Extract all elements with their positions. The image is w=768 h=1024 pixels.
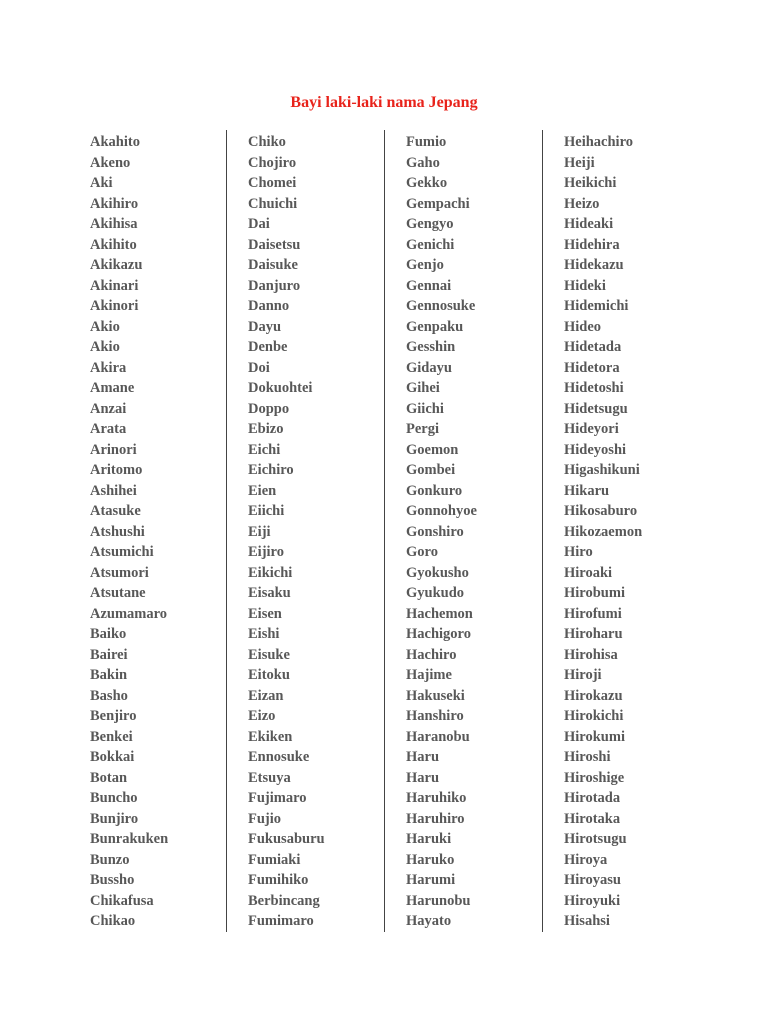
name-item: Eikichi [248,564,293,581]
name-item: Gonkuro [406,482,463,499]
name-item: Hidetsugu [564,400,628,417]
name-item: Aritomo [90,462,143,478]
name-item: Heizo [564,195,600,212]
name-item: Akio [90,339,120,355]
name-item: Danno [248,298,290,314]
name-item: Hiroshige [564,769,625,786]
name-item: Akikazu [90,257,143,273]
name-item: Eichiro [248,462,294,478]
name-item: Gennosuke [406,298,476,314]
name-item: Hirokichi [564,708,624,724]
name-item: Higashikuni [564,462,640,478]
name-item: Gonshiro [406,523,464,540]
name-item: Hikosaburo [564,503,638,519]
name-item: Arinori [90,441,137,458]
name-item: Ashihei [90,482,137,499]
name-item: Gyokusho [406,564,469,581]
name-item: Haruhiko [406,790,467,806]
name-item: Akira [90,359,127,376]
name-item: Bunjiro [90,810,139,827]
name-item: Haru [406,769,440,786]
name-item: Bunrakuken [90,831,169,847]
name-item: Pergi [406,421,440,437]
name-item: Ennosuke [248,749,310,765]
name-item: Hisahsi [564,913,610,929]
name-item: Hidetoshi [564,380,624,396]
name-column-1 [68,130,226,932]
name-item: Dayu [248,318,282,335]
name-item: Fumiaki [248,851,301,868]
name-item: Hirokumi [564,728,625,745]
name-item: Akahito [90,134,140,150]
name-item: Gombei [406,462,456,478]
name-item: Hideaki [564,216,614,232]
name-item: Hayato [406,913,452,929]
name-item: Atsumichi [90,544,154,560]
name-item: Hirohisa [564,646,618,663]
name-item: Chuichi [248,195,298,212]
name-item: Eien [248,482,277,499]
name-item: Eishi [248,626,280,642]
name-item: Azumamaro [90,605,168,622]
name-item: Genjo [406,257,444,273]
name-item: Anzai [90,400,127,417]
name-item: Gaho [406,154,440,171]
name-item: Hiroji [564,667,602,683]
name-item: Basho [90,687,128,704]
name-item: Hiroaki [564,564,613,581]
name-item: Baiko [90,626,127,642]
name-item: Haruko [406,851,455,868]
name-item: Eiji [248,523,271,540]
name-item: Fumimaro [248,913,314,929]
name-item: Bunzo [90,851,130,868]
name-item: Eitoku [248,667,290,683]
name-item: Heihachiro [564,134,634,150]
name-item: Etsuya [248,769,291,786]
name-item: Hidetada [564,339,622,355]
name-item: Fumihiko [248,872,309,888]
name-item: Hidetora [564,359,620,376]
name-item: Genpaku [406,318,464,335]
name-item: Heikichi [564,175,617,191]
name-item: Akihiro [90,195,139,212]
name-table [68,130,700,932]
name-item: Gesshin [406,339,456,355]
name-column-4 [542,130,700,932]
name-item: Hirokazu [564,687,623,704]
name-item: Bussho [90,872,135,888]
name-item: Atasuke [90,503,141,519]
name-item: Hachigoro [406,626,471,642]
name-item: Chikafusa [90,892,154,909]
name-item: Goro [406,544,438,560]
name-item: Aki [90,175,113,191]
name-item: Berbincang [248,892,320,909]
name-item: Harunobu [406,892,471,909]
name-item: Hidehira [564,236,620,253]
name-item: Eisuke [248,646,290,663]
name-item: Chikao [90,913,136,929]
name-item: Fujio [248,810,282,827]
name-item: Bairei [90,646,128,663]
name-item: Hideki [564,277,606,294]
name-list [248,132,384,932]
name-item: Doppo [248,400,290,417]
name-item: Eisen [248,605,282,622]
name-item: Haru [406,749,440,765]
name-item: Hiro [564,544,593,560]
name-item: Eijiro [248,544,284,560]
name-item: Benkei [90,728,133,745]
name-item: Haruki [406,831,452,847]
name-item: Chomei [248,175,297,191]
name-item: Gidayu [406,359,452,376]
name-item: Hachemon [406,605,473,622]
name-item: Hiroharu [564,626,623,642]
name-item: Hideyoshi [564,441,627,458]
name-item: Hikaru [564,482,610,499]
name-item: Giichi [406,400,444,417]
name-item: Akio [90,318,120,335]
name-item: Haruhiro [406,810,465,827]
name-item: Atsumori [90,564,149,581]
name-item: Gempachi [406,195,470,212]
name-item: Genichi [406,236,455,253]
name-item: Fukusaburu [248,831,325,847]
name-item: Fumio [406,134,447,150]
name-item: Hiroshi [564,749,611,765]
name-item: Gengyo [406,216,454,232]
name-item: Buncho [90,790,138,806]
name-item: Gennai [406,277,452,294]
name-item: Daisuke [248,257,298,273]
name-item: Eichi [248,441,281,458]
name-item: Akinori [90,298,139,314]
name-item: Eizo [248,708,276,724]
name-item: Gihei [406,380,440,396]
name-item: Dai [248,216,270,232]
name-item: Daisetsu [248,236,301,253]
name-item: Arata [90,421,127,437]
name-item: Botan [90,769,128,786]
name-item: Hakuseki [406,687,465,704]
name-item: Dokuohtei [248,380,313,396]
name-item: Amane [90,380,135,396]
name-item: Hirotaka [564,810,621,827]
name-item: Akihito [90,236,137,253]
name-item: Ekiken [248,728,293,745]
name-item: Danjuro [248,277,301,294]
name-item: Akihisa [90,216,138,232]
name-item: Hiroyuki [564,892,621,909]
name-item: Hanshiro [406,708,464,724]
name-list [564,132,700,932]
name-item: Hikozaemon [564,523,643,540]
name-item: Atshushi [90,523,145,540]
name-item: Gekko [406,175,448,191]
name-item: Hideo [564,318,602,335]
name-item: Benjiro [90,708,137,724]
page-title: Bayi laki-laki nama Jepang [290,94,478,111]
name-item: Hirotada [564,790,621,806]
name-item: Bokkai [90,749,135,765]
name-column-3 [384,130,542,932]
name-column-2 [226,130,384,932]
name-item: Hachiro [406,646,457,663]
name-item: Doi [248,359,270,376]
name-item: Ebizo [248,421,284,437]
name-item: Heiji [564,154,595,171]
name-item: Fujimaro [248,790,307,806]
name-item: Hirobumi [564,585,625,601]
name-list [406,132,542,932]
name-item: Chiko [248,134,286,150]
name-item: Goemon [406,441,459,458]
name-item: Gonnohyoe [406,503,477,519]
name-list [90,132,226,932]
name-item: Haranobu [406,728,470,745]
name-item: Eizan [248,687,284,704]
name-item: Hideyori [564,421,619,437]
name-item: Harumi [406,872,456,888]
name-item: Eisaku [248,585,291,601]
name-item: Akinari [90,277,139,294]
name-item: Hirofumi [564,605,622,622]
name-item: Hiroyasu [564,872,621,888]
name-item: Atsutane [90,585,146,601]
name-item: Chojiro [248,154,297,171]
name-item: Hidemichi [564,298,629,314]
name-item: Bakin [90,667,128,683]
name-item: Akeno [90,154,131,171]
name-item: Hiroya [564,851,608,868]
name-item: Hidekazu [564,257,624,273]
name-item: Hajime [406,667,452,683]
name-item: Eiichi [248,503,285,519]
name-item: Gyukudo [406,585,465,601]
name-item: Denbe [248,339,288,355]
name-item: Hirotsugu [564,831,627,847]
